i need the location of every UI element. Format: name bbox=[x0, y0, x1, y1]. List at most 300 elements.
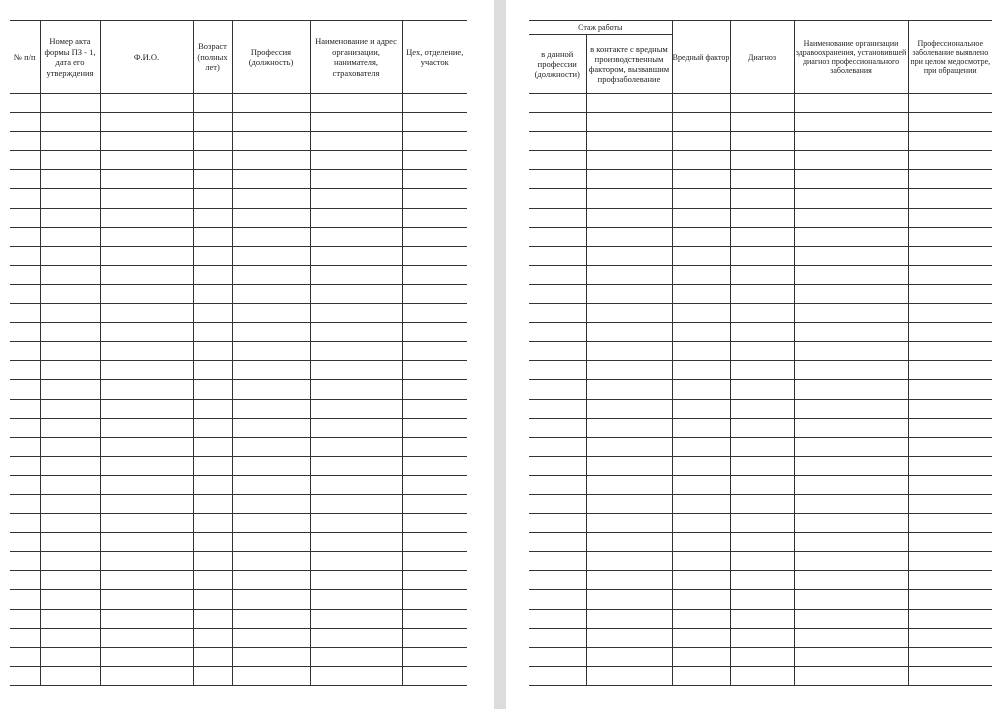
empty-cell bbox=[586, 456, 672, 475]
empty-cell bbox=[794, 590, 908, 609]
empty-cell bbox=[586, 647, 672, 666]
empty-cell bbox=[100, 132, 193, 151]
left-table-row bbox=[10, 208, 467, 227]
empty-cell bbox=[100, 265, 193, 284]
empty-cell bbox=[529, 170, 586, 189]
header-organization: Наименование и адрес организации, нанимателя, страхователя bbox=[310, 21, 402, 94]
empty-cell bbox=[586, 437, 672, 456]
header-department: Цех, отделение, участок bbox=[402, 21, 467, 94]
empty-cell bbox=[193, 628, 232, 647]
empty-cell bbox=[100, 94, 193, 113]
left-table-row bbox=[10, 628, 467, 647]
empty-cell bbox=[794, 304, 908, 323]
empty-cell bbox=[672, 323, 730, 342]
empty-cell bbox=[232, 628, 310, 647]
empty-cell bbox=[529, 304, 586, 323]
empty-cell bbox=[232, 609, 310, 628]
empty-cell bbox=[529, 533, 586, 552]
empty-cell bbox=[586, 227, 672, 246]
empty-cell bbox=[794, 475, 908, 494]
right-table-row bbox=[529, 418, 992, 437]
empty-cell bbox=[730, 666, 794, 685]
empty-cell bbox=[10, 494, 40, 513]
empty-cell bbox=[794, 189, 908, 208]
empty-cell bbox=[10, 284, 40, 303]
empty-cell bbox=[529, 456, 586, 475]
empty-cell bbox=[672, 189, 730, 208]
empty-cell bbox=[794, 628, 908, 647]
empty-cell bbox=[310, 132, 402, 151]
empty-cell bbox=[529, 94, 586, 113]
empty-cell bbox=[730, 361, 794, 380]
empty-cell bbox=[529, 132, 586, 151]
empty-cell bbox=[908, 437, 992, 456]
empty-cell bbox=[672, 380, 730, 399]
empty-cell bbox=[10, 227, 40, 246]
empty-cell bbox=[40, 628, 100, 647]
left-table-row bbox=[10, 94, 467, 113]
left-table-row bbox=[10, 399, 467, 418]
empty-cell bbox=[730, 380, 794, 399]
empty-cell bbox=[908, 132, 992, 151]
right-table-row bbox=[529, 647, 992, 666]
left-table-row bbox=[10, 666, 467, 685]
left-table-row bbox=[10, 246, 467, 265]
empty-cell bbox=[672, 533, 730, 552]
header-full-name: Ф.И.О. bbox=[100, 21, 193, 94]
right-table-row bbox=[529, 590, 992, 609]
empty-cell bbox=[310, 456, 402, 475]
empty-cell bbox=[100, 113, 193, 132]
empty-cell bbox=[310, 647, 402, 666]
empty-cell bbox=[40, 170, 100, 189]
empty-cell bbox=[730, 94, 794, 113]
empty-cell bbox=[193, 456, 232, 475]
left-page bbox=[0, 0, 494, 709]
empty-cell bbox=[40, 399, 100, 418]
empty-cell bbox=[232, 666, 310, 685]
empty-cell bbox=[730, 647, 794, 666]
empty-cell bbox=[908, 475, 992, 494]
right-table-row bbox=[529, 304, 992, 323]
empty-cell bbox=[908, 304, 992, 323]
empty-cell bbox=[100, 647, 193, 666]
header-health-organization: Наименование организации здравоохранения, установившей диагноз профессионального заболевания bbox=[794, 21, 908, 94]
empty-cell bbox=[40, 113, 100, 132]
empty-cell bbox=[672, 132, 730, 151]
right-table-row bbox=[529, 552, 992, 571]
empty-cell bbox=[586, 208, 672, 227]
empty-cell bbox=[672, 571, 730, 590]
empty-cell bbox=[908, 113, 992, 132]
empty-cell bbox=[193, 227, 232, 246]
empty-cell bbox=[529, 628, 586, 647]
empty-cell bbox=[908, 380, 992, 399]
empty-cell bbox=[794, 246, 908, 265]
empty-cell bbox=[908, 323, 992, 342]
right-register-table bbox=[529, 20, 992, 686]
left-table-row bbox=[10, 189, 467, 208]
empty-cell bbox=[586, 304, 672, 323]
empty-cell bbox=[908, 514, 992, 533]
empty-cell bbox=[402, 666, 467, 685]
empty-cell bbox=[310, 514, 402, 533]
empty-cell bbox=[40, 533, 100, 552]
left-register-table bbox=[10, 20, 467, 686]
header-diagnosis: Диагноз bbox=[730, 21, 794, 94]
empty-cell bbox=[794, 666, 908, 685]
empty-cell bbox=[730, 208, 794, 227]
empty-cell bbox=[529, 189, 586, 208]
empty-cell bbox=[193, 533, 232, 552]
empty-cell bbox=[529, 647, 586, 666]
empty-cell bbox=[672, 342, 730, 361]
empty-cell bbox=[730, 514, 794, 533]
empty-cell bbox=[310, 94, 402, 113]
empty-cell bbox=[672, 227, 730, 246]
empty-cell bbox=[908, 361, 992, 380]
empty-cell bbox=[794, 151, 908, 170]
right-table-row bbox=[529, 399, 992, 418]
empty-cell bbox=[794, 361, 908, 380]
empty-cell bbox=[529, 514, 586, 533]
empty-cell bbox=[794, 552, 908, 571]
empty-cell bbox=[100, 227, 193, 246]
empty-cell bbox=[100, 494, 193, 513]
empty-cell bbox=[193, 647, 232, 666]
empty-cell bbox=[730, 151, 794, 170]
empty-cell bbox=[40, 380, 100, 399]
empty-cell bbox=[40, 265, 100, 284]
empty-cell bbox=[193, 590, 232, 609]
empty-cell bbox=[10, 571, 40, 590]
empty-cell bbox=[100, 304, 193, 323]
empty-cell bbox=[402, 552, 467, 571]
empty-cell bbox=[730, 475, 794, 494]
empty-cell bbox=[193, 571, 232, 590]
empty-cell bbox=[10, 323, 40, 342]
empty-cell bbox=[730, 533, 794, 552]
left-table-row bbox=[10, 418, 467, 437]
empty-cell bbox=[402, 170, 467, 189]
empty-cell bbox=[40, 227, 100, 246]
empty-cell bbox=[40, 304, 100, 323]
header-work-experience: Стаж работы bbox=[529, 21, 672, 35]
left-table-row bbox=[10, 494, 467, 513]
empty-cell bbox=[40, 323, 100, 342]
empty-cell bbox=[529, 437, 586, 456]
empty-cell bbox=[730, 590, 794, 609]
empty-cell bbox=[310, 246, 402, 265]
empty-cell bbox=[193, 380, 232, 399]
empty-cell bbox=[529, 227, 586, 246]
empty-cell bbox=[100, 208, 193, 227]
empty-cell bbox=[529, 552, 586, 571]
empty-cell bbox=[529, 380, 586, 399]
empty-cell bbox=[10, 399, 40, 418]
empty-cell bbox=[794, 342, 908, 361]
empty-cell bbox=[10, 94, 40, 113]
empty-cell bbox=[794, 456, 908, 475]
empty-cell bbox=[402, 437, 467, 456]
empty-cell bbox=[586, 494, 672, 513]
empty-cell bbox=[402, 132, 467, 151]
empty-cell bbox=[908, 227, 992, 246]
empty-cell bbox=[908, 94, 992, 113]
empty-cell bbox=[794, 284, 908, 303]
empty-cell bbox=[908, 399, 992, 418]
empty-cell bbox=[794, 647, 908, 666]
right-table-row bbox=[529, 284, 992, 303]
empty-cell bbox=[586, 533, 672, 552]
empty-cell bbox=[672, 552, 730, 571]
empty-cell bbox=[730, 609, 794, 628]
empty-cell bbox=[100, 284, 193, 303]
empty-cell bbox=[908, 647, 992, 666]
left-table-row bbox=[10, 265, 467, 284]
empty-cell bbox=[529, 494, 586, 513]
empty-cell bbox=[40, 361, 100, 380]
empty-cell bbox=[730, 628, 794, 647]
empty-cell bbox=[10, 647, 40, 666]
empty-cell bbox=[40, 189, 100, 208]
empty-cell bbox=[193, 284, 232, 303]
empty-cell bbox=[908, 246, 992, 265]
empty-cell bbox=[529, 284, 586, 303]
empty-cell bbox=[586, 265, 672, 284]
empty-cell bbox=[232, 380, 310, 399]
left-table-row bbox=[10, 647, 467, 666]
empty-cell bbox=[40, 208, 100, 227]
empty-cell bbox=[100, 246, 193, 265]
empty-cell bbox=[402, 246, 467, 265]
empty-cell bbox=[10, 666, 40, 685]
empty-cell bbox=[402, 475, 467, 494]
empty-cell bbox=[232, 475, 310, 494]
empty-cell bbox=[529, 113, 586, 132]
empty-cell bbox=[730, 571, 794, 590]
empty-cell bbox=[40, 590, 100, 609]
empty-cell bbox=[794, 399, 908, 418]
empty-cell bbox=[908, 418, 992, 437]
empty-cell bbox=[232, 151, 310, 170]
empty-cell bbox=[402, 304, 467, 323]
empty-cell bbox=[794, 132, 908, 151]
empty-cell bbox=[40, 609, 100, 628]
empty-cell bbox=[730, 170, 794, 189]
left-table-row bbox=[10, 113, 467, 132]
empty-cell bbox=[402, 284, 467, 303]
empty-cell bbox=[100, 418, 193, 437]
empty-cell bbox=[310, 361, 402, 380]
empty-cell bbox=[730, 437, 794, 456]
empty-cell bbox=[730, 399, 794, 418]
empty-cell bbox=[402, 113, 467, 132]
empty-cell bbox=[586, 380, 672, 399]
empty-cell bbox=[193, 132, 232, 151]
empty-cell bbox=[402, 571, 467, 590]
empty-cell bbox=[529, 571, 586, 590]
empty-cell bbox=[310, 552, 402, 571]
left-table-row bbox=[10, 304, 467, 323]
empty-cell bbox=[310, 666, 402, 685]
empty-cell bbox=[310, 399, 402, 418]
left-table-row bbox=[10, 361, 467, 380]
empty-cell bbox=[232, 571, 310, 590]
empty-cell bbox=[908, 533, 992, 552]
empty-cell bbox=[402, 590, 467, 609]
right-table-row bbox=[529, 132, 992, 151]
header-age: Возраст (полных лет) bbox=[193, 21, 232, 94]
empty-cell bbox=[672, 418, 730, 437]
empty-cell bbox=[310, 418, 402, 437]
empty-cell bbox=[40, 94, 100, 113]
empty-cell bbox=[10, 151, 40, 170]
empty-cell bbox=[310, 151, 402, 170]
empty-cell bbox=[40, 132, 100, 151]
empty-cell bbox=[794, 323, 908, 342]
empty-cell bbox=[672, 151, 730, 170]
right-table-row bbox=[529, 170, 992, 189]
left-table-row bbox=[10, 533, 467, 552]
header-profession: Профессия (должность) bbox=[232, 21, 310, 94]
empty-cell bbox=[10, 552, 40, 571]
empty-cell bbox=[310, 437, 402, 456]
empty-cell bbox=[193, 265, 232, 284]
empty-cell bbox=[100, 361, 193, 380]
empty-cell bbox=[10, 208, 40, 227]
empty-cell bbox=[232, 418, 310, 437]
empty-cell bbox=[193, 437, 232, 456]
empty-cell bbox=[310, 170, 402, 189]
right-table-row bbox=[529, 494, 992, 513]
empty-cell bbox=[908, 265, 992, 284]
empty-cell bbox=[100, 666, 193, 685]
empty-cell bbox=[10, 609, 40, 628]
empty-cell bbox=[586, 132, 672, 151]
empty-cell bbox=[908, 571, 992, 590]
empty-cell bbox=[310, 628, 402, 647]
empty-cell bbox=[730, 552, 794, 571]
empty-cell bbox=[672, 361, 730, 380]
empty-cell bbox=[586, 151, 672, 170]
empty-cell bbox=[402, 208, 467, 227]
empty-cell bbox=[402, 456, 467, 475]
empty-cell bbox=[193, 151, 232, 170]
empty-cell bbox=[672, 456, 730, 475]
empty-cell bbox=[10, 437, 40, 456]
right-table-row bbox=[529, 437, 992, 456]
empty-cell bbox=[402, 227, 467, 246]
empty-cell bbox=[232, 361, 310, 380]
empty-cell bbox=[672, 647, 730, 666]
empty-cell bbox=[40, 284, 100, 303]
empty-cell bbox=[193, 494, 232, 513]
left-table-row bbox=[10, 514, 467, 533]
empty-cell bbox=[529, 208, 586, 227]
empty-cell bbox=[794, 113, 908, 132]
empty-cell bbox=[10, 304, 40, 323]
empty-cell bbox=[193, 113, 232, 132]
header-row-number: № п/п bbox=[10, 21, 40, 94]
right-table-row bbox=[529, 246, 992, 265]
header-experience-in-profession: в данной профессии (должности) bbox=[529, 35, 586, 94]
empty-cell bbox=[908, 189, 992, 208]
empty-cell bbox=[193, 514, 232, 533]
empty-cell bbox=[529, 399, 586, 418]
empty-cell bbox=[402, 380, 467, 399]
empty-cell bbox=[908, 284, 992, 303]
right-header-row-1 bbox=[529, 21, 992, 35]
empty-cell bbox=[40, 494, 100, 513]
right-table-row bbox=[529, 151, 992, 170]
left-table-row bbox=[10, 437, 467, 456]
empty-cell bbox=[193, 170, 232, 189]
empty-cell bbox=[100, 189, 193, 208]
empty-cell bbox=[10, 113, 40, 132]
empty-cell bbox=[100, 342, 193, 361]
empty-cell bbox=[672, 590, 730, 609]
empty-cell bbox=[40, 514, 100, 533]
empty-cell bbox=[10, 189, 40, 208]
empty-cell bbox=[100, 475, 193, 494]
empty-cell bbox=[232, 208, 310, 227]
empty-cell bbox=[100, 609, 193, 628]
empty-cell bbox=[586, 361, 672, 380]
right-table-row bbox=[529, 456, 992, 475]
empty-cell bbox=[232, 265, 310, 284]
right-page bbox=[506, 0, 1000, 709]
empty-cell bbox=[672, 304, 730, 323]
empty-cell bbox=[10, 533, 40, 552]
empty-cell bbox=[529, 609, 586, 628]
header-act-number: Номер акта формы ПЗ - 1, дата его утверждения bbox=[40, 21, 100, 94]
empty-cell bbox=[193, 94, 232, 113]
header-experience-in-contact: в контакте с вредным производственным фактором, вызвавшим профзаболевание bbox=[586, 35, 672, 94]
empty-cell bbox=[193, 342, 232, 361]
empty-cell bbox=[908, 666, 992, 685]
left-table-row bbox=[10, 151, 467, 170]
empty-cell bbox=[402, 628, 467, 647]
empty-cell bbox=[586, 609, 672, 628]
right-table-row bbox=[529, 628, 992, 647]
empty-cell bbox=[908, 170, 992, 189]
empty-cell bbox=[100, 571, 193, 590]
empty-cell bbox=[402, 189, 467, 208]
right-table-row bbox=[529, 113, 992, 132]
empty-cell bbox=[908, 151, 992, 170]
empty-cell bbox=[310, 475, 402, 494]
empty-cell bbox=[310, 494, 402, 513]
right-table-row bbox=[529, 94, 992, 113]
empty-cell bbox=[794, 170, 908, 189]
empty-cell bbox=[730, 132, 794, 151]
empty-cell bbox=[193, 399, 232, 418]
right-table-row bbox=[529, 208, 992, 227]
empty-cell bbox=[232, 304, 310, 323]
empty-cell bbox=[232, 227, 310, 246]
empty-cell bbox=[10, 456, 40, 475]
empty-cell bbox=[193, 609, 232, 628]
empty-cell bbox=[672, 666, 730, 685]
left-table-row bbox=[10, 571, 467, 590]
empty-cell bbox=[100, 514, 193, 533]
empty-cell bbox=[730, 494, 794, 513]
empty-cell bbox=[40, 571, 100, 590]
empty-cell bbox=[730, 342, 794, 361]
empty-cell bbox=[40, 418, 100, 437]
empty-cell bbox=[232, 246, 310, 265]
